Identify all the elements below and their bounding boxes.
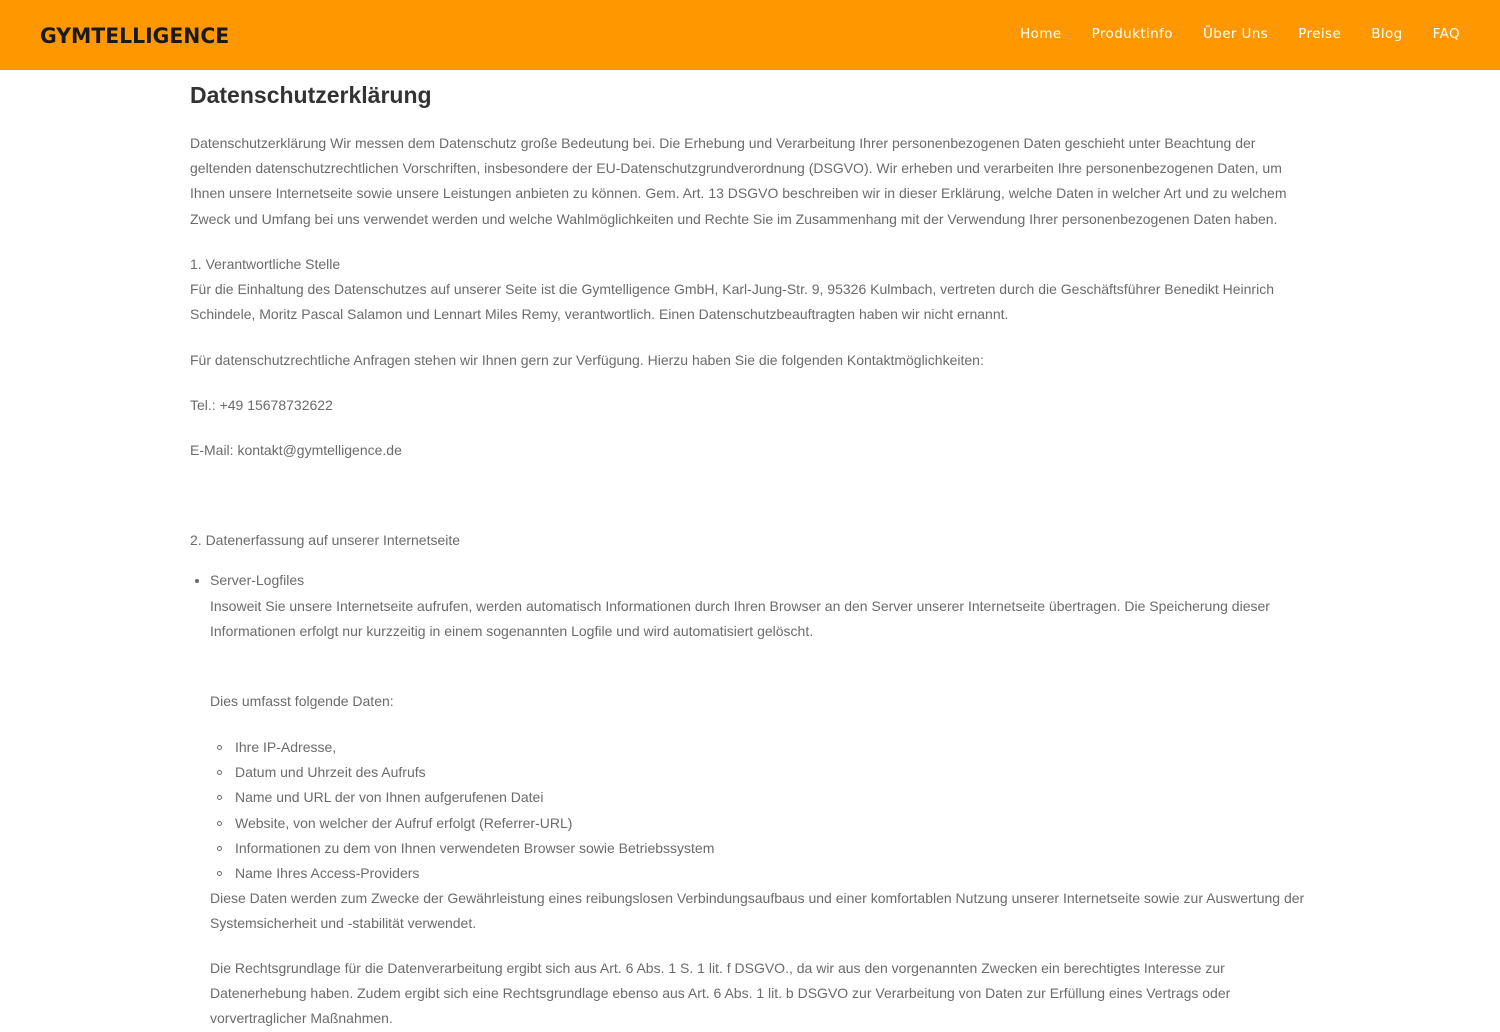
section1-text: Für die Einhaltung des Datenschutzes auf unserer Seite ist die Gymtelligence GmbH, Karl-Jung-Str. 9, 95326 Kulmbach, vertreten durch die Geschäftsführer Benedikt Heinrich Schindele, Moritz Pascal Salamon und Lennart Miles Remy, verantwortlich. Einen Datenschutzbeauftragten haben wir nicht ernannt.	[190, 281, 1274, 323]
nav-link-preise[interactable]: Preise	[1298, 26, 1342, 42]
nav-link-faq[interactable]: FAQ	[1432, 26, 1460, 42]
data-intro: Dies umfasst folgende Daten:	[210, 693, 394, 709]
legal-basis: Die Rechtsgrundlage für die Datenverarbeitung ergibt sich aus Art. 6 Abs. 1 S. 1 lit. f DSGVO., da wir aus den vorgenannten Zwecken ein berechtigtes Interesse zur Datenerhebung haben. Zudem ergibt sich eine Rechtsgrundlage ebenso aus Art. 6 Abs. 1 lit. b DSGVO zur Verarbeitung von Daten zur Erfüllung eines Vertrags oder vorvertraglicher Maßnahmen.	[210, 960, 1231, 1027]
contact-phone: Tel.: +49 15678732622	[190, 397, 333, 413]
server-logfiles-title: Server-Logfiles	[210, 572, 305, 588]
server-logfiles-text: Insoweit Sie unsere Internetseite aufrufen, werden automatisch Informationen durch Ihren Browser an den Server unserer Internetseite übertragen. Die Speicherung dieser Informationen erfolgt nur kurzzeitig in einem sogenannten Logfile und wird automatisiert gelöscht.	[210, 598, 1270, 640]
page-title: Datenschutzerklärung	[190, 82, 432, 108]
contact-email: E-Mail: kontakt@gymtelligence.de	[190, 442, 402, 458]
circle-bullet-icon	[217, 770, 222, 775]
nav-link-produktinfo[interactable]: Produktinfo	[1091, 26, 1173, 42]
circle-bullet-icon	[217, 846, 222, 851]
circle-bullet-icon	[217, 871, 222, 876]
main-nav	[1020, 26, 1460, 42]
section1-heading: 1. Verantwortliche Stelle	[190, 256, 341, 272]
section2-heading: 2. Datenerfassung auf unserer Internetseite	[190, 532, 461, 548]
circle-bullet-icon	[217, 821, 222, 826]
nav-link-blog[interactable]: Blog	[1371, 26, 1403, 42]
nav-link-ueber-uns[interactable]: Über Uns	[1202, 26, 1269, 42]
bullet-dot	[195, 579, 199, 583]
contact-intro: Für datenschutzrechtliche Anfragen stehen wir Ihnen gern zur Verfügung. Hierzu haben Sie die folgenden Kontaktmöglichkeiten:	[190, 352, 984, 368]
site-logo[interactable]: GYMTELLIGENCE	[40, 24, 230, 48]
site-header	[0, 0, 1500, 70]
data-purpose: Diese Daten werden zum Zwecke der Gewährleistung eines reibungslosen Verbindungsaufbaus und einer komfortablen Nutzung unserer Internetseite sowie zur Auswertung der Systemsicherheit und -stabilität verwendet.	[210, 890, 1305, 932]
circle-bullet-icon	[217, 745, 222, 750]
nav-link-home[interactable]: Home	[1020, 26, 1062, 42]
circle-bullet-icon	[217, 795, 222, 800]
intro-paragraph: Datenschutzerklärung Wir messen dem Datenschutz große Bedeutung bei. Die Erhebung und Verarbeitung Ihrer personenbezogenen Daten geschieht unter Beachtung der geltenden datenschutzrechtlichen Vorschriften, insbesondere der EU-Datenschutzgrundverordnung (DSGVO). Wir erheben und verarbeiten Ihre personenbezogenen Daten, um Ihnen unsere Internetseite sowie unsere Leistungen anbieten zu können. Gem. Art. 13 DSGVO beschreiben wir in dieser Erklärung, welche Daten in welcher Art und zu welchem Zweck und Umfang bei uns verwendet werden und welche Wahlmöglichkeiten und Rechte Sie im Zusammenhang mit der Verwendung Ihrer personenbezogenen Daten haben.	[190, 135, 1287, 227]
